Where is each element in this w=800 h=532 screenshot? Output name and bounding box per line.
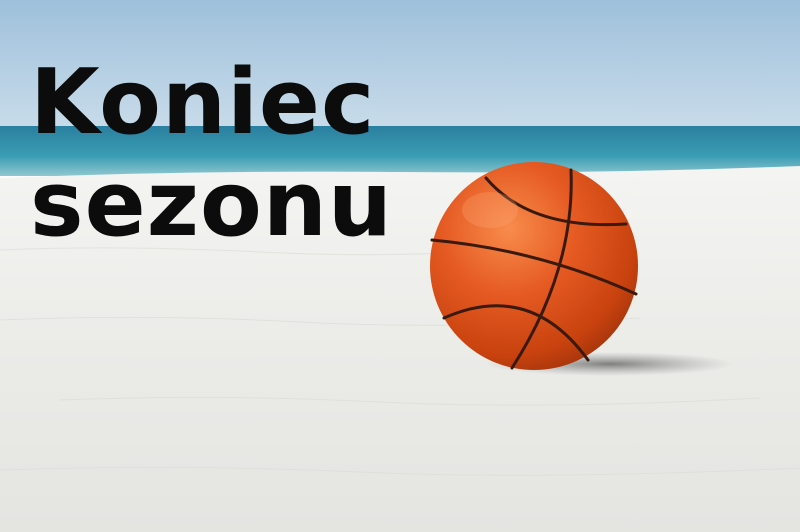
basketball xyxy=(430,162,638,370)
headline-line-1: Koniec xyxy=(30,50,376,155)
headline xyxy=(30,52,393,256)
headline-line-2: sezonu xyxy=(30,152,393,257)
